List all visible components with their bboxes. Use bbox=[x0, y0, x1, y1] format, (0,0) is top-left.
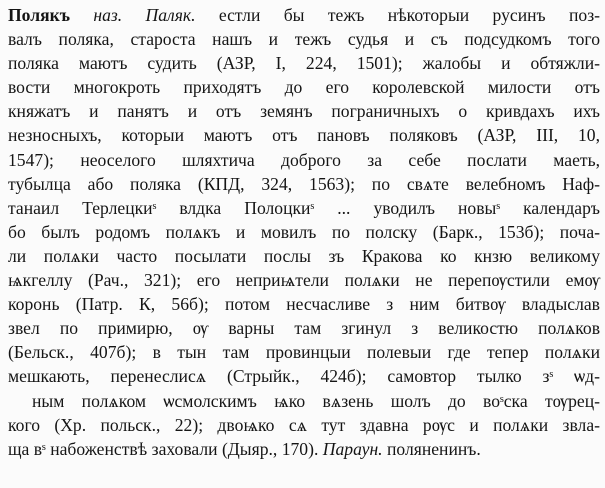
entry-line: поляка маютъ судить (АЗР, I, 224, 1501); жалобы и обтяжли- bbox=[8, 53, 600, 74]
entry-line: звел по примирю, ѹ варны там згинул з великостю полѧков bbox=[8, 318, 600, 339]
entry-text: естли бы тежъ нѣкоторыи русинъ поз- bbox=[195, 5, 601, 25]
entry-line: ным полѧком ѡсмолскимъ ѩко вѧзень шолъ до воˢска тѹрец- bbox=[32, 390, 600, 411]
headword: Полякъ bbox=[8, 5, 71, 25]
entry-line: княжатъ и панятъ и отъ земянъ пограничныхъ о кривдахъ ихъ bbox=[8, 101, 600, 122]
entry-line: незносныхъ, которыи маютъ отъ пановъ поляковъ (АЗР, III, 10, bbox=[8, 125, 600, 146]
derived-form-label: Параун. bbox=[322, 438, 383, 459]
entry-line: ѩкгеллу (Рач., 321); его неприѩтели полѧки не перепѹстили емѹ bbox=[8, 270, 600, 291]
entry-line: кого (Хр. польск., 22); двоѩко сѧ тут здавна рѹс и полѧки звла- bbox=[8, 414, 600, 435]
entry-line: коронь (Патр. К, 56б); потом несчасливе з ним битвѹ владыслав bbox=[8, 294, 600, 315]
entry-text: ща вˢ набоженствѣ заховали (Дыяр., 170). bbox=[8, 438, 323, 459]
entry-line: тубылца або поляка (КПД, 324, 1563); по свѧте велебномъ Наф- bbox=[8, 173, 600, 194]
entry-line: бо былъ родомъ полѧкъ и мовилъ по полску (Барк., 153б); поча- bbox=[8, 221, 600, 242]
entry-line: валъ поляка, староста нашъ и тежъ судья и съ подсудкомъ того bbox=[8, 29, 600, 50]
entry-line: 1547); неоселого шляхтича доброго за себе послати маеть, bbox=[8, 149, 600, 170]
entry-line: (Бельск., 407б); в тын там провинцыи полевыи где тепер полѧки bbox=[8, 342, 600, 363]
variant-form: наз. Паляк. bbox=[93, 5, 196, 25]
entry-line bbox=[8, 3, 600, 27]
entry-line: танаил Терлецкиˢ влдка Полоцкиˢ ... уводилъ новыˢ календаръ bbox=[8, 197, 600, 218]
entry-line: вости многокроть приходятъ до его королевской милости отъ bbox=[8, 77, 600, 98]
entry-text: поляненинъ. bbox=[382, 438, 481, 459]
entry-line bbox=[8, 437, 600, 461]
entry-line: ли полѧки часто посылати послы зъ Кракова ко кнзю великому bbox=[8, 245, 600, 266]
entry-line: мешкають, перенеслисѧ (Стрыйк., 424б); самовтор тылко зˢ ѡд- bbox=[8, 366, 600, 387]
dictionary-entry bbox=[8, 3, 600, 461]
